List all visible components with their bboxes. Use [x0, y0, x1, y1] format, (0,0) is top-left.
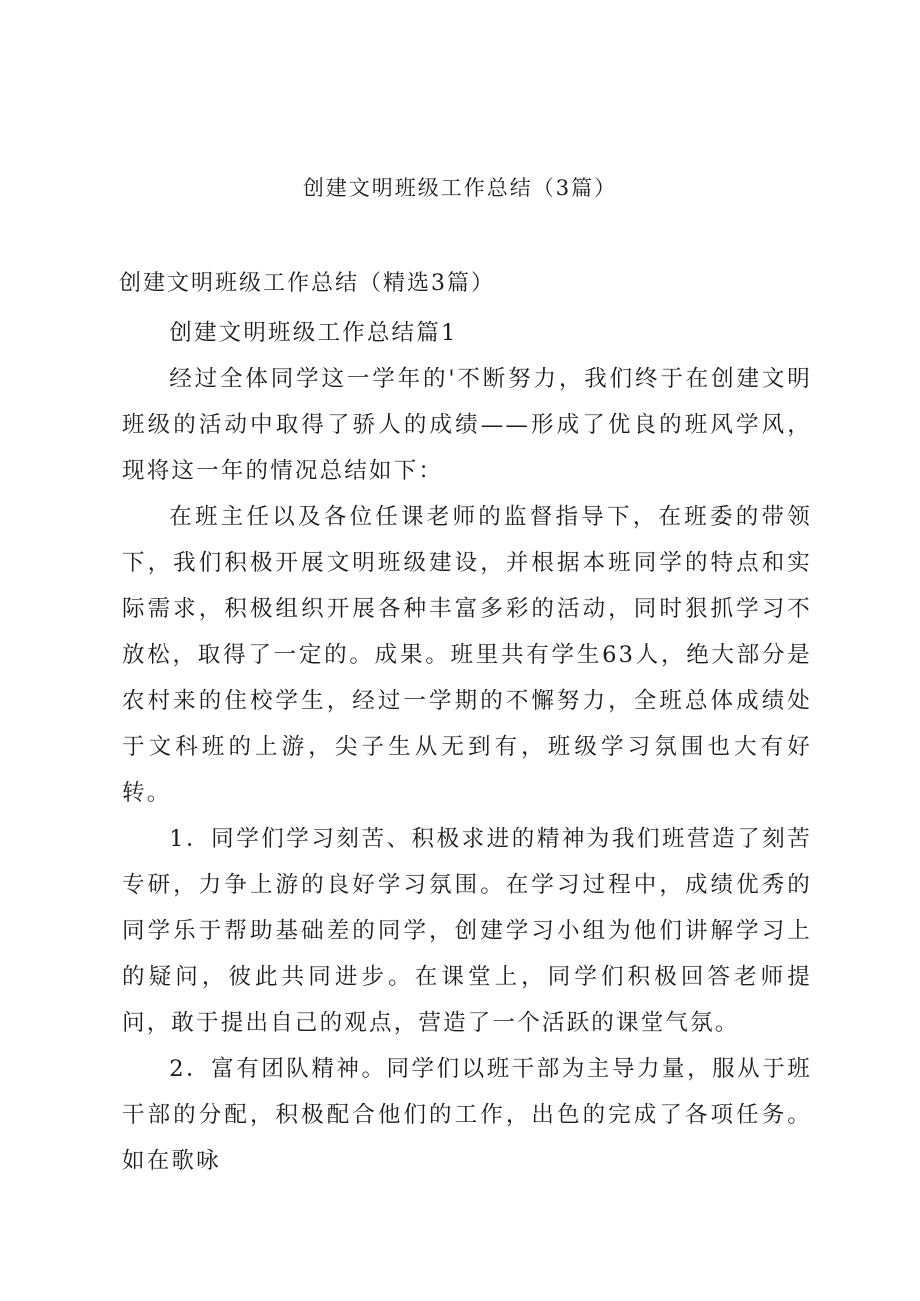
document-subtitle: 创建文明班级工作总结（精选3篇） [119, 271, 495, 296]
document-title: 创建文明班级工作总结（3篇） [302, 176, 618, 200]
paragraph-overview: 在班主任以及各位任课老师的监督指导下，在班委的带领下，我们积极开展文明班级建设，并根据本班同学的特点和实际需求，积极组织开展各种丰富多彩的活动，同时狠抓学习不放松，取得了一定的。成果。班里共有学生63人，绝大部分是农村来的住校学生，经过一学期的不懈努力，全班总体成绩处于文科班的上游，尖子生从无到有，班级学习氛围也大有好转。 [122, 504, 812, 806]
paragraph-point-2: 2．富有团队精神。同学们以班干部为主导力量，服从于班干部的分配，积极配合他们的工作，出色的完成了各项任务。如在歌咏 [122, 1056, 812, 1174]
document-body [122, 310, 812, 1184]
paragraph-point-1: 1．同学们学习刻苦、积极求进的精神为我们班营造了刻苦专研，力争上游的良好学习氛围。在学习过程中，成绩优秀的同学乐于帮助基础差的同学，创建学习小组为他们讲解学习上的疑问，彼此共同进步。在课堂上，同学们积极回答老师提问，敢于提出自己的观点，营造了一个活跃的课堂气氛。 [122, 826, 812, 1036]
section-heading: 创建文明班级工作总结篇1 [169, 320, 458, 346]
paragraph-intro: 经过全体同学这一学年的'不断努力，我们终于在创建文明班级的活动中取得了骄人的成绩——形成了优良的班风学风，现将这一年的情况总结如下： [122, 366, 812, 484]
